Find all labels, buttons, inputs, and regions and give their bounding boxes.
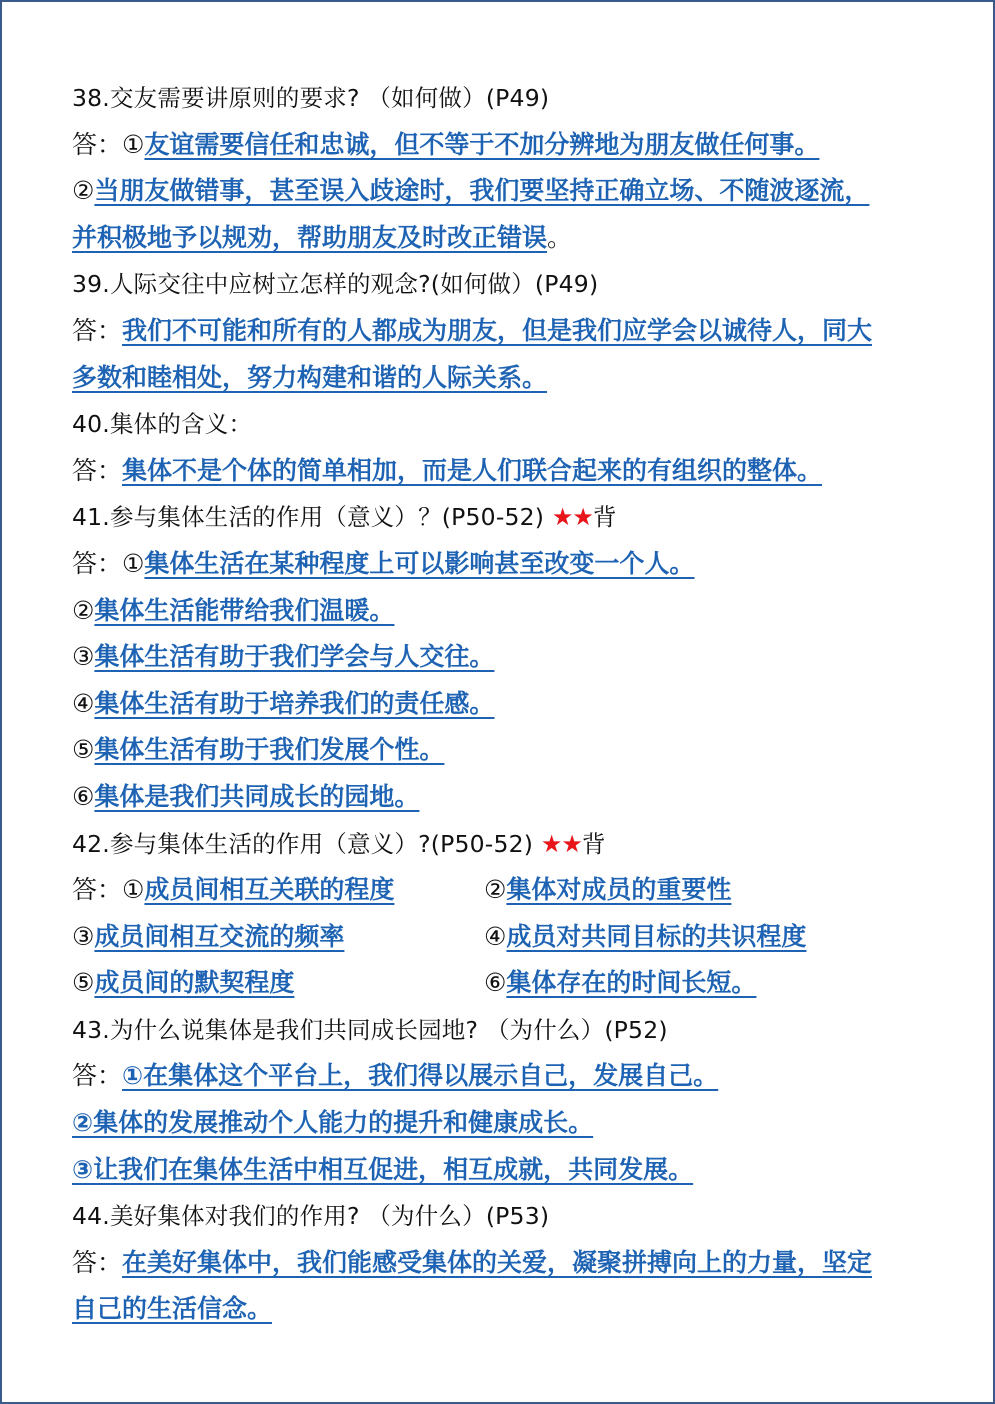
answer-text: 成员间相互关联的程度: [144, 875, 395, 905]
answer-44-cont: [72, 1286, 942, 1333]
answer-39-cont: [72, 355, 942, 402]
answer-prefix: 答：: [72, 1061, 123, 1091]
star-icon: ★★: [540, 829, 582, 858]
answer-text: 集体是我们共同成长的园地。: [94, 781, 420, 811]
answer-42-row-3: [72, 960, 942, 1007]
answer-text: 成员间的默契程度: [94, 968, 295, 998]
answer-text: 集体存在的时间长短。: [506, 968, 757, 998]
answer-38-2-cont: [72, 215, 942, 262]
answer-prefix: 答：①: [72, 548, 145, 578]
answer-prefix: ⑥: [484, 968, 507, 998]
answer-text: 多数和睦相处，努力构建和谐的人际关系。: [72, 362, 548, 392]
answer-prefix: ④: [72, 688, 95, 718]
answer-41-2: [72, 588, 942, 635]
answer-38-1: [72, 122, 942, 169]
answer-prefix: 答：: [72, 455, 123, 485]
memorize-tag: 背: [592, 503, 617, 532]
answer-text: 集体生活有助于培养我们的责任感。: [94, 688, 495, 718]
answer-prefix: 答：: [72, 1247, 123, 1277]
question-41: [72, 494, 942, 541]
question-38: 38.交友需要讲原则的要求? （如何做）(P49): [72, 84, 550, 112]
answer-39: [72, 308, 942, 355]
answer-43-2: [72, 1100, 942, 1147]
memorize-tag: 背: [581, 829, 606, 858]
star-icon: ★★: [551, 503, 593, 532]
answer-42-row-2: [72, 914, 942, 961]
answer-col2: [484, 960, 756, 1007]
question-40: 40.集体的含义：: [72, 410, 253, 439]
question-39: 39.人际交往中应树立怎样的观念?(如何做）(P49): [72, 270, 599, 299]
question-42: [72, 821, 942, 868]
answer-41-3: [72, 634, 942, 681]
question-title: 41.参与集体生活的作用（意义）？(P50-52): [72, 503, 545, 532]
answer-text: 集体生活有助于我们发展个性。: [94, 735, 445, 765]
answer-prefix: ②: [72, 176, 95, 206]
answer-text: 并积极地予以规劝，帮助朋友及时改正错误: [72, 222, 548, 252]
answer-prefix: 答：: [72, 315, 123, 345]
question-43: 43.为什么说集体是我们共同成长园地? （为什么）(P52): [72, 1015, 668, 1044]
answer-col2: [484, 914, 806, 961]
answer-prefix: ④: [484, 921, 507, 951]
answer-text: 当朋友做错事，甚至误入歧途时，我们要坚持正确立场、不随波逐流，: [94, 176, 870, 206]
answer-text: 成员对共同目标的共识程度: [506, 921, 807, 951]
answer-prefix: ⑤: [72, 735, 95, 765]
qa-content: [72, 75, 942, 1333]
answer-text: 集体生活在某种程度上可以影响甚至改变一个人。: [144, 548, 695, 578]
answer-text: 成员间相互交流的频率: [94, 921, 345, 951]
answer-38-2: [72, 168, 942, 215]
answer-41-1: [72, 541, 942, 588]
answer-prefix: ③: [72, 642, 95, 672]
answer-prefix: ⑤: [72, 968, 95, 998]
answer-col2: [484, 867, 731, 914]
answer-text: 自己的生活信念。: [72, 1294, 273, 1324]
answer-prefix: ⑥: [72, 781, 95, 811]
answer-42-row-1: [72, 867, 942, 914]
answer-43-3: [72, 1147, 942, 1194]
answer-prefix: 答：①: [72, 875, 145, 905]
answer-text: 在美好集体中，我们能感受集体的关爱，凝聚拼搏向上的力量，坚定: [122, 1247, 873, 1277]
question-title: 42.参与集体生活的作用（意义）?(P50-52): [72, 829, 534, 858]
question-44: 44.美好集体对我们的作用? （为什么）(P53): [72, 1202, 550, 1231]
answer-end-punct: 。: [547, 222, 573, 252]
answer-41-5: [72, 727, 942, 774]
answer-text: 集体对成员的重要性: [506, 875, 732, 905]
answer-text: 集体生活能带给我们温暖。: [94, 595, 395, 625]
answer-44: [72, 1240, 942, 1287]
answer-text: 友谊需要信任和忠诚，但不等于不加分辨地为朋友做任何事。: [144, 129, 820, 159]
answer-text: 集体不是个体的简单相加，而是人们联合起来的有组织的整体。: [122, 455, 823, 485]
answer-text: 集体生活有助于我们学会与人交往。: [94, 642, 495, 672]
answer-text: ①在集体这个平台上，我们得以展示自己，发展自己。: [122, 1061, 719, 1091]
answer-text: ②集体的发展推动个人能力的提升和健康成长。: [72, 1108, 594, 1138]
answer-40: [72, 448, 942, 495]
answer-41-6: [72, 774, 942, 821]
answer-41-4: [72, 681, 942, 728]
answer-text: 我们不可能和所有的人都成为朋友，但是我们应学会以诚待人，同大: [122, 315, 873, 345]
answer-text: ③让我们在集体生活中相互促进，相互成就，共同发展。: [72, 1154, 694, 1184]
answer-prefix: ②: [484, 875, 507, 905]
answer-prefix: ②: [72, 595, 95, 625]
answer-prefix: ③: [72, 921, 95, 951]
answer-43-1: [72, 1053, 942, 1100]
answer-prefix: 答：①: [72, 129, 145, 159]
